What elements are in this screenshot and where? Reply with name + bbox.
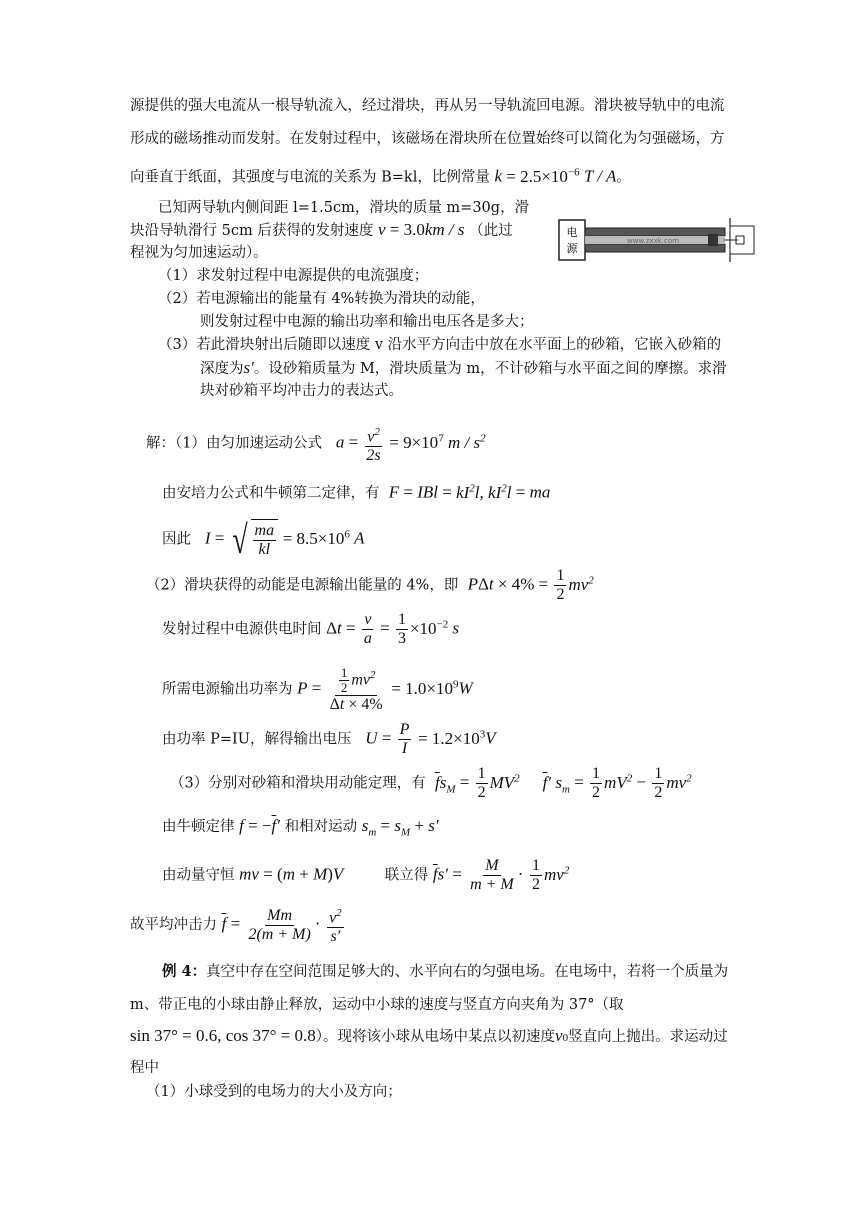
text-line-5: 块沿导轨滑行 5cm 后获得的发射速度 v = 3.0km / s （此过	[130, 220, 513, 239]
text-line-4: 已知两导轨内侧间距 l=1.5cm，滑块的质量 m=30g，滑	[158, 200, 530, 216]
example-4-line-5: （1）小球受到的电场力的大小及方向；	[146, 1084, 402, 1100]
question-3a: （3）若此滑块射出后随即以速度 v 沿水平方向击中放在水平面上的砂箱，它嵌入砂箱的	[158, 337, 722, 353]
solution-1: 解：（1）由匀加速运动公式 a = $\frac{v^2}{2s}$ = $9\times 10^7$ m / $s^2$	[146, 420, 486, 465]
solution-4: （2）滑块获得的动能是电源输出能量的 4%，即 PΔt × 4% = $\frac{1}{2}$ $mv^2$	[146, 567, 594, 604]
text-line-1: 源提供的强大电流从一根导轨流入，经过滑块，再从另一导轨流回电源。滑块被导轨中的电流	[130, 98, 725, 114]
solution-2: 由安培力公式和牛顿第二定律，有 F = IBl = $kI^2l$, $kI^2l$ = ma	[162, 482, 551, 502]
solution-10: 由动量守恒 mv = (m + M)V 联立得 $\overline{f}s'$ = $\frac{M}{m + M}$ · $\frac{1}{2}$ $mv^2$	[162, 857, 570, 894]
railgun-figure	[558, 212, 756, 268]
question-2b: 则发射过程中电源的输出功率和输出电压各是多大；	[200, 314, 534, 330]
text-line-3: 向垂直于纸面，其强度与电流的关系为 B=kl，比例常量 $k = 2.5\times 10^{-6}$ T / A。	[130, 166, 631, 186]
question-1: （1）求发射过程中电源提供的电流强度；	[158, 268, 429, 284]
solution-8: （3）分别对砂箱和滑块用动能定理，有 $\overline{f}s_M$ = $\frac{1}{2}$ $MV^2$ $\overline{f}'$ $s_m$ = $\frac{1}{2}$ $mV^2$ − $\frac{1}{2}$ $mv^2$	[170, 765, 692, 802]
text-line-2: 形成的磁场推动而发射。在发射过程中，该磁场在滑块所在位置始终可以简化为匀强磁场，方	[130, 131, 725, 147]
solution-5: 发射过程中电源供电时间 Δt = $\frac{v}{a}$ = $\frac{1}{3}$ $\times 10^{-2}$ s	[162, 611, 460, 648]
example-4-line-4: 程中	[130, 1060, 159, 1076]
solution-7: 由功率 P=IU，解得输出电压 U = $\frac{P}{I}$ = $1.2\times 10^3V$	[162, 721, 496, 758]
svg-text:源: 源	[566, 242, 578, 255]
solution-9: 由牛顿定律 $f = -\overline{f}'$ 和相对运动 $s_m = s_M + s'$	[162, 816, 439, 839]
example-4-line-2: m、带正电的小球由静止释放，运动中小球的速度与竖直方向夹角为 37°（取	[130, 997, 624, 1013]
solution-11: 故平均冲击力 $\overline{f}$ = $\frac{Mm}{2(m + M)}$ · $\frac{v^2}{s'}$	[130, 904, 346, 946]
text-line-6: 程视为匀加速运动）。	[130, 245, 268, 261]
solution-6: 所需电源输出功率为 P = $\frac{1}{2}$ $mv^2$ Δt × 4% = $1.0\times 10^9W$	[162, 664, 473, 713]
svg-text:电: 电	[566, 226, 578, 239]
question-2: （2）若电源输出的能量有 4%转换为滑块的动能，	[158, 291, 485, 307]
formula-k: k	[494, 166, 502, 186]
question-3b: 深度为s′。设砂箱质量为 M，滑块质量为 m，不计砂箱与水平面之间的摩擦。求滑	[200, 358, 727, 377]
question-3c: 块对砂箱平均冲击力的表达式。	[200, 383, 403, 399]
example-4-line-1: 例 4：真空中存在空间范围足够大的、水平向右的匀强电场。在电场中，若将一个质量为	[162, 963, 729, 980]
example-4-line-3: sin 37° = 0.6, cos 37° = 0.8）。现将该小球从电场中某点以初速度v0竖直向上抛出。求运动过	[130, 1026, 728, 1045]
solution-3: 因此 I = √ $\frac{ma}{kl}$ = $8.5\times 10^6$ A	[162, 516, 365, 562]
svg-text:www.zxxk.com: www.zxxk.com	[627, 237, 679, 245]
